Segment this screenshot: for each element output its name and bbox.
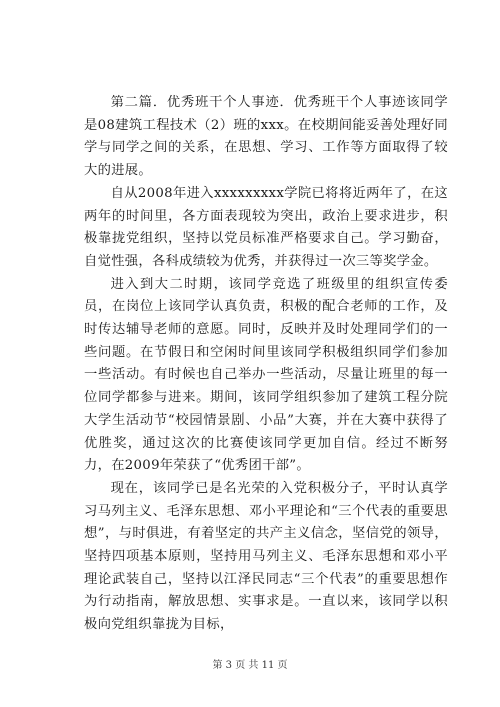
paragraph-2: 自从2008年进入xxxxxxxxx学院已将将近两年了，在这两年的时间里，各方面表现较为突出，政治上要求进步，积极靠拢党组织，坚持以党员标准严格要求自己。学习勤奋，自觉性强，各科成绩较为优秀，并获得过一次三等奖学金。 bbox=[84, 185, 448, 269]
page-number-footer: 第 3 页 共 11 页 bbox=[212, 660, 288, 671]
paragraph-1: 第二篇．优秀班干个人事迹．优秀班干个人事迹该同学是08建筑工程技术（2）班的xxx。在校期间能妥善处理好同学与同学之间的关系，在思想、学习、工作等方面取得了较大的进展。 bbox=[84, 95, 448, 179]
paragraph-3: 进入到大二时期，该同学竞选了班级里的组织宣传委员，在岗位上该同学认真负责，积极的配合老师的工作，及时传达辅导老师的意愿。同时，反映并及时处理同学们的一些问题。在节假日和空闲时间里该同学积极组织同学们参加一些活动。有时候也自己举办一些活动，尽量让班里的每一位同学都参与进来。期间，该同学组织参加了建筑工程分院大学生活动节“校园情景剧、小品”大赛，并在大赛中获得了优胜奖，通过这次的比赛使该同学更加自信。经过不断努力，在2009年荣获了“优秀团干部”。 bbox=[84, 276, 448, 474]
paragraph-4: 现在，该同学已是名光荣的入党积极分子，平时认真学习马列主义、毛泽东思想、邓小平理论和“三个代表的重要思想”，与时俱进，有着坚定的共产主义信念，坚信党的领导，坚持四项基本原则，坚持用马列主义、毛泽东思想和邓小平理论武装自己，坚持以江泽民同志“三个代表”的重要思想作为行动指南，解放思想、实事求是。一直以来，该同学以积极向党组织靠拢为目标， bbox=[84, 480, 448, 633]
document-body bbox=[84, 92, 448, 637]
